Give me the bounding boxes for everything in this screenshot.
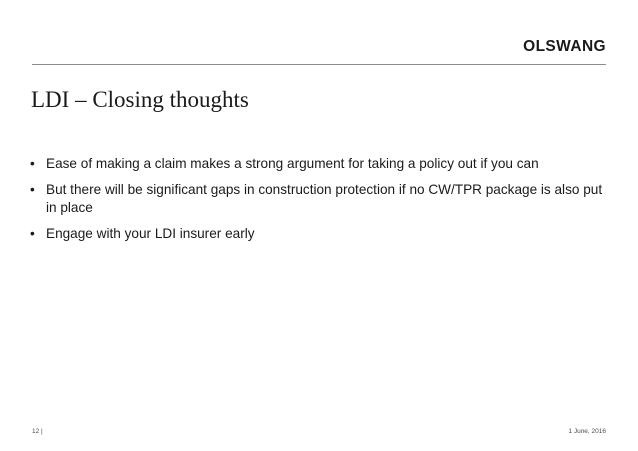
slide-title: LDI – Closing thoughts xyxy=(31,87,249,112)
bullet-item xyxy=(30,181,610,217)
bullet-icon: • xyxy=(30,156,35,171)
page-number xyxy=(32,428,43,435)
bullet-icon: • xyxy=(30,182,35,197)
bullet-text: Ease of making a claim makes a strong argument for taking a policy out if you can xyxy=(46,156,539,171)
bullet-icon: • xyxy=(30,226,35,241)
footer-date: 1 June, 2016 xyxy=(568,428,606,435)
page-number-value: 12 xyxy=(32,428,40,435)
bullet-text: Engage with your LDI insurer early xyxy=(46,226,255,241)
bullet-text: But there will be significant gaps in construction protection if no CW/TPR package is also put in place xyxy=(46,182,603,215)
header-divider xyxy=(32,64,606,65)
bullet-list xyxy=(30,155,610,251)
footer-separator: | xyxy=(41,428,43,435)
olswang-logo: OLSWANG xyxy=(523,38,606,55)
bullet-item xyxy=(30,225,610,243)
bullet-item xyxy=(30,155,610,173)
